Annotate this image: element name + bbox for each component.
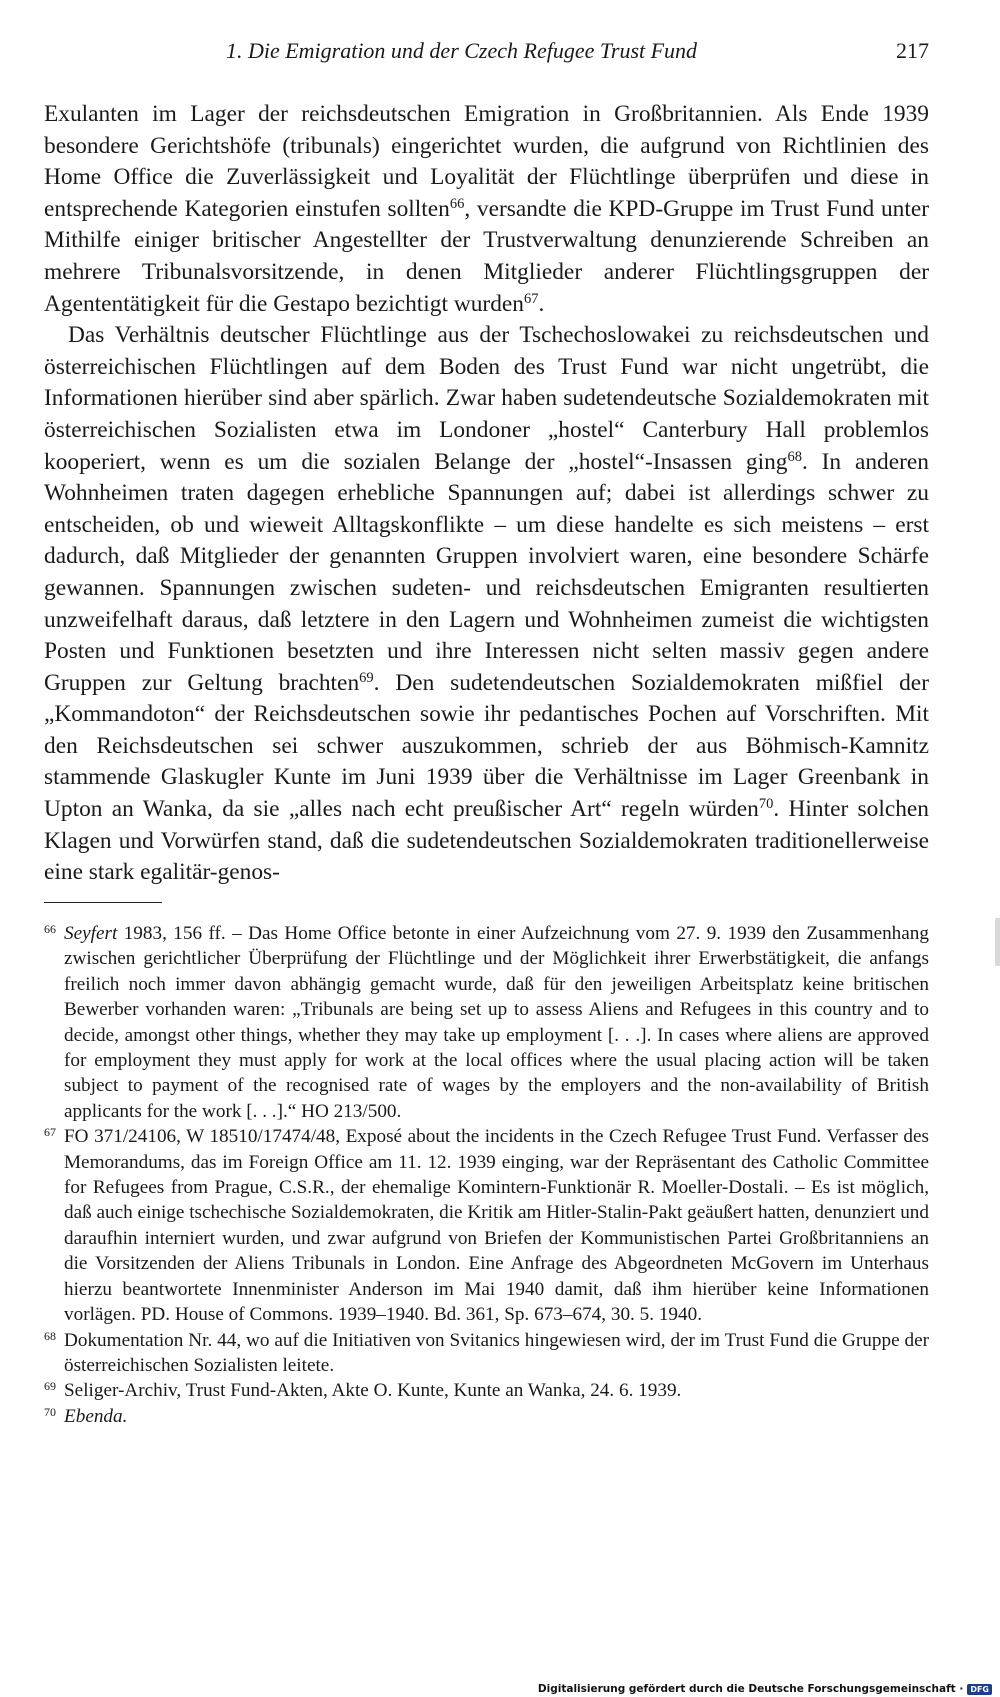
text-run: Das Verhältnis deutscher Flüchtlinge aus der Tschechoslowakei zu reichsdeutschen und österreichischen Flüchtlingen auf dem Boden des Trust Fund war nicht ungetrübt, die Informationen hierüber sind aber spärlich. Zwar haben sudetendeutsche Sozialdemokraten mit österreichischen Sozialisten etwa im Londoner „hostel“ Canterbury Hall problemlos kooperiert, wenn es um die sozialen Belange der „hostel“-Insassen ging — [44, 322, 929, 475]
footnote-number: 70 — [44, 1404, 56, 1419]
footnote-text: Seliger-Archiv, Trust Fund-Akten, Akte O. Kunte, Kunte an Wanka, 24. 6. 1939. — [64, 1380, 682, 1402]
scan-edge-mark — [995, 918, 1000, 966]
footnote-ref-66[interactable]: 66 — [449, 195, 465, 212]
dfg-logo: DFG — [967, 1684, 992, 1695]
footnote-70 — [44, 1404, 929, 1429]
text-run: . Den sudetendeutschen Sozialdemokraten mißfiel der „Kommandoton“ der Reichsdeutschen sowie ihr pedantisches Pochen auf Vorschriften. Mit den Reichsdeutschen sei schwer auszukommen, schrieb der aus Böhmisch-Kamnitz stammende Glaskugler Kunte im Juni 1939 über die Verhältnisse im Lager Greenbank in Upton an Wanka, da sie „alles nach echt preußischer Art“ regeln würden — [44, 669, 929, 823]
footnote-text: 1983, 156 ff. – Das Home Office betonte in einer Aufzeichnung vom 27. 9. 1939 den Zusammenhang zwischen gerichtlicher Überprüfung der Flüchtlinge und der Möglichkeit ihrer Erwerbstätigkeit, die anfangs freilich noch immer davon abhängig gemacht wurde, daß für den jeweiligen Arbeitsplatz keine britischen Bewerber vorhanden waren: „Tribunals are being set up to assess Aliens and Refugees in this country and to decide, amongst other things, whether they may take up employment [. . .]. In cases where aliens are approved for employment they must apply for work at the local offices where the usual placing action will be taken subject to payment of the recognised rate of wages by the employers and the non-availability of British applicants for the work [. . .].“ HO 213/500. — [64, 923, 929, 1122]
footnote-ref-68[interactable]: 68 — [787, 448, 802, 465]
footnote-ebenda: Ebenda. — [64, 1405, 128, 1427]
footnote-number: 68 — [44, 1328, 56, 1343]
running-title: 1. Die Emigration und der Czech Refugee Trust Fund — [225, 38, 698, 63]
footnote-67 — [44, 1124, 929, 1327]
text-run: Exulanten im Lager der reichsdeutschen Emigration in Großbritannien. Als Ende 1939 besondere Gerichtshöfe (tribunals) eingerichtet wurden, die aufgrund von Richtlinien des Home Office die Zuverlässigkeit und Loyalität der Flüchtlinge überprüfen und diese in entsprechende Kategorien einstufen sollten — [44, 101, 929, 222]
text-run: , versandte die KPD-Gruppe im Trust Fund unter Mithilfe einiger britischer Angestellter der Trustverwaltung denunzierende Schreiben an mehrere Tribunalsvorsitzende, in denen Mitglieder anderer Flüchtlingsgruppen der Agententätigkeit für die Gestapo bezichtigt wurden — [44, 195, 930, 317]
paragraph-1 — [44, 99, 929, 320]
text-run: . Hinter solchen Klagen und Vorwürfen stand, daß die sudetendeutschen Sozialdemokraten traditionellerweise eine stark egalitär-genos- — [44, 796, 929, 886]
footnote-number: 67 — [44, 1125, 56, 1140]
footnote-number: 69 — [44, 1379, 56, 1394]
footnote-text: Dokumentation Nr. 44, wo auf die Initiativen von Svitanics hingewiesen wird, der im Trust Fund die Gruppe der österreichischen Sozialisten leitete. — [64, 1329, 929, 1376]
footnote-author: Seyfert — [64, 923, 118, 944]
footnote-divider — [44, 902, 162, 903]
footnote-number: 66 — [44, 922, 56, 936]
footnotes — [44, 921, 929, 1429]
text-run: . — [538, 290, 545, 317]
text-run: . In anderen Wohnheimen traten dagegen erhebliche Spannungen auf; dabei ist allerdings schwer zu entscheiden, ob und wieweit Alltagskonflikte – um diese handelte es sich meistens – erst dadurch, daß Mitglieder der genannten Gruppen involviert waren, eine besondere Schärfe gewannen. Spannungen zwischen sudeten- und reichsdeutschen Emigranten resultierten unzweifelhaft daraus, daß letztere in den Lagern und Wohnheimen zumeist die wichtigsten Posten und Funktionen besetzten und ihre Interessen nicht selten massiv gegen andere Gruppen zur Geltung brachten — [44, 448, 929, 696]
footnote-text: FO 371/24106, W 18510/17474/48, Exposé about the incidents in the Czech Refugee Trust Fund. Verfasser des Memorandums, das im Foreign Office am 11. 12. 1939 einging, war der Repräsentant des Catholic Committee for Refugees from Prague, C.S.R., der ehemalige Komintern-Funktionär R. Moeller-Dostali. – Es ist möglich, daß auch einige tschechische Sozialdemokraten, die Kritik am Hitler-Stalin-Pakt geäußert hatten, denunziert und daraufhin interniert wurden, und zwar aufgrund von Briefen der Kommunistischen Partei Großbritanniens an die Vorsitzenden der Aliens Tribunals in London. Eine Anfrage des Abgeordneten McGovern im Unterhaus hierzu beantwortete Innenminister Anderson im Mai 1940 damit, daß ihm hierüber keine Informationen vorlägen. PD. House of Commons. 1939–1940. Bd. 361, Sp. 673–674, 30. 5. 1940. — [64, 1126, 929, 1326]
digitization-credit — [538, 1683, 992, 1695]
footnote-66 — [44, 921, 929, 1124]
paragraph-2 — [44, 320, 929, 889]
credit-text: Digitalisierung gefördert durch die Deutsche Forschungsgemeinschaft · — [537, 1683, 964, 1695]
page-header — [44, 38, 929, 68]
footnote-ref-69[interactable]: 69 — [359, 669, 374, 686]
footnote-ref-67[interactable]: 67 — [524, 290, 539, 307]
body-text — [44, 99, 929, 889]
footnote-68 — [44, 1328, 929, 1379]
footnote-ref-70[interactable]: 70 — [758, 796, 774, 813]
footnote-69 — [44, 1378, 929, 1403]
page-number: 217 — [896, 38, 929, 63]
